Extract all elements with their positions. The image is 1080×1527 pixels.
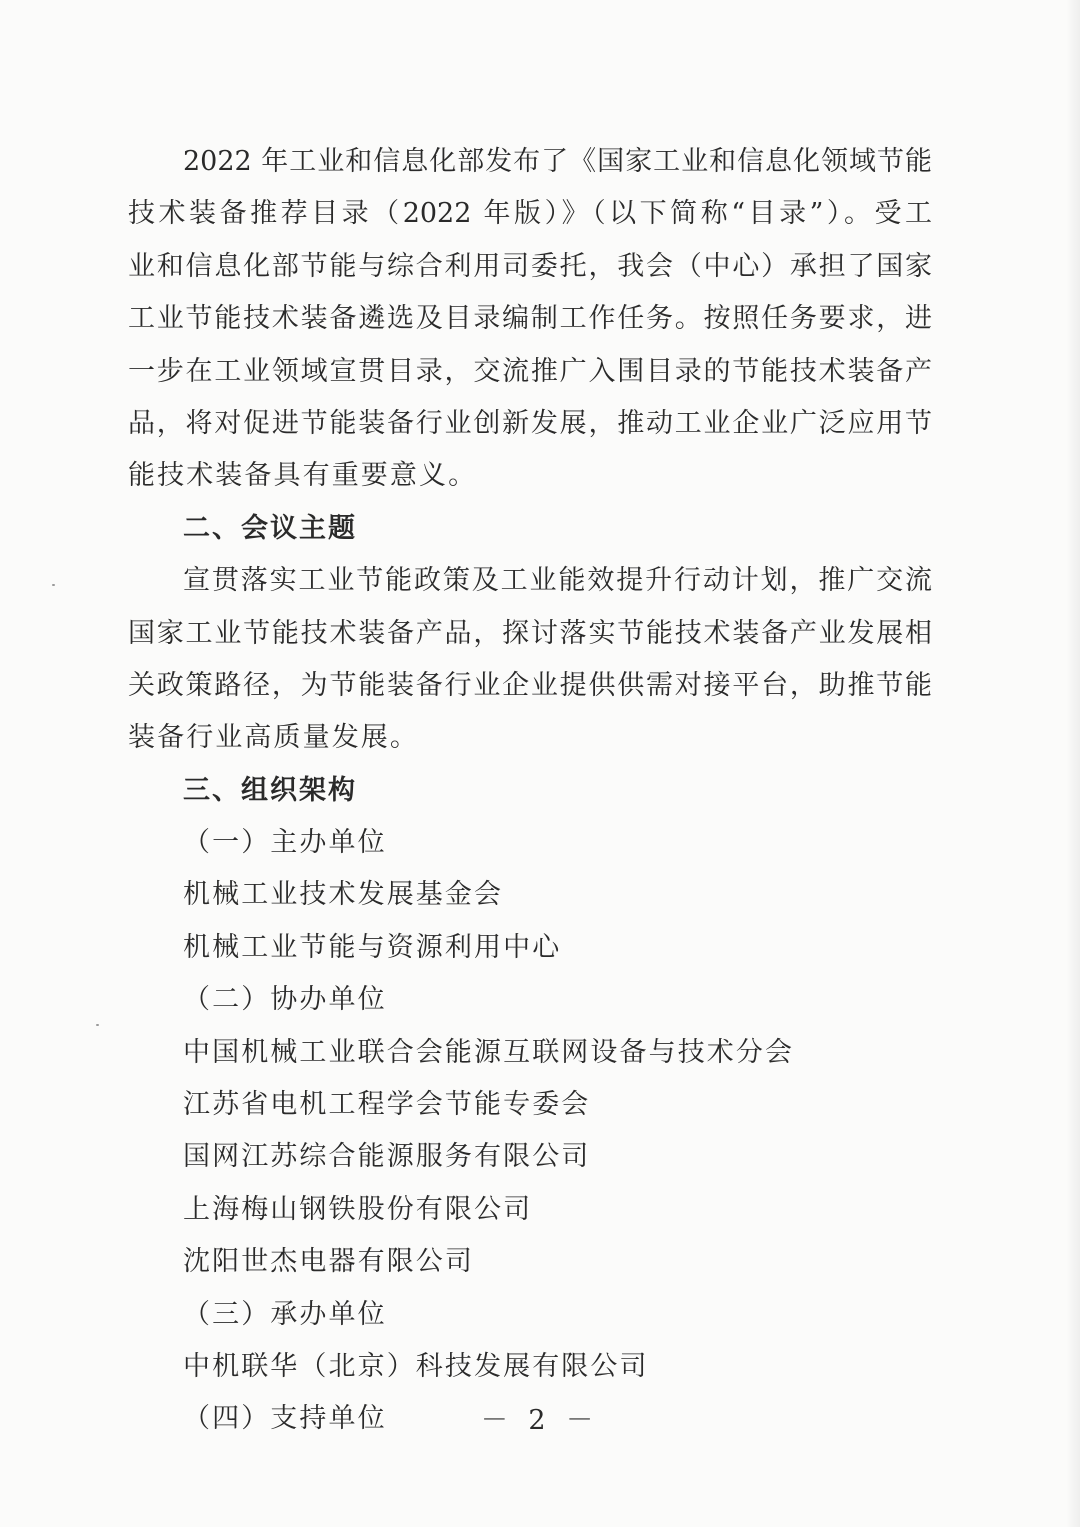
paragraph-line: 一步在工业领域宣贯目录，交流推广入围目录的节能技术装备产 [128,355,932,387]
paragraph-line: 能技术装备具有重要意义。 [128,460,478,492]
organization-name: 机械工业技术发展基金会 [183,879,504,911]
organization-name: 中国机械工业联合会能源互联网设备与技术分会 [183,1036,795,1068]
page-edge-shadow [1066,0,1080,1527]
organization-name: 江苏省电机工程学会节能专委会 [183,1089,591,1121]
page-number: － 2 － [480,1405,600,1436]
organization-name: 上海梅山钢铁股份有限公司 [183,1193,533,1225]
paragraph-line: 工业节能技术装备遴选及目录编制工作任务。按照任务要求，进 [128,303,932,335]
section-heading-meeting-theme: 二、会议主题 [183,512,357,544]
document-body [128,136,932,1446]
organization-name: 国网江苏综合能源服务有限公司 [183,1141,591,1173]
paragraph-line: 装备行业高质量发展。 [128,722,419,754]
paragraph-line: 国家工业节能技术装备产品，探讨落实节能技术装备产业发展相 [128,617,932,649]
paragraph-line: 技术装备推荐目录（2022 年版）》（以下简称“目录”）。受工 [128,198,932,230]
organization-name: 沈阳世杰电器有限公司 [183,1246,474,1278]
scan-speck [96,1024,99,1026]
paragraph-line: 2022 年工业和信息化部发布了《国家工业和信息化领域节能 [183,146,932,177]
subsection-heading-co-organizer: （二）协办单位 [183,984,387,1016]
section-heading-organization: 三、组织架构 [183,774,357,806]
paragraph-line: 业和信息化部节能与综合利用司委托，我会（中心）承担了国家 [128,250,932,282]
paragraph-line: 宣贯落实工业节能政策及工业能效提升行动计划，推广交流 [183,565,932,597]
paragraph-line: 品，将对促进节能装备行业创新发展，推动工业企业广泛应用节 [128,407,932,439]
subsection-heading-supporter: （四）支持单位 [183,1403,387,1435]
subsection-heading-undertaker: （三）承办单位 [183,1298,387,1330]
subsection-heading-host: （一）主办单位 [183,827,387,859]
paragraph-line: 关政策路径，为节能装备行业企业提供供需对接平台，助推节能 [128,669,932,701]
organization-name: 中机联华（北京）科技发展有限公司 [183,1350,649,1382]
organization-name: 机械工业节能与资源利用中心 [183,931,562,963]
scan-speck [52,584,55,586]
